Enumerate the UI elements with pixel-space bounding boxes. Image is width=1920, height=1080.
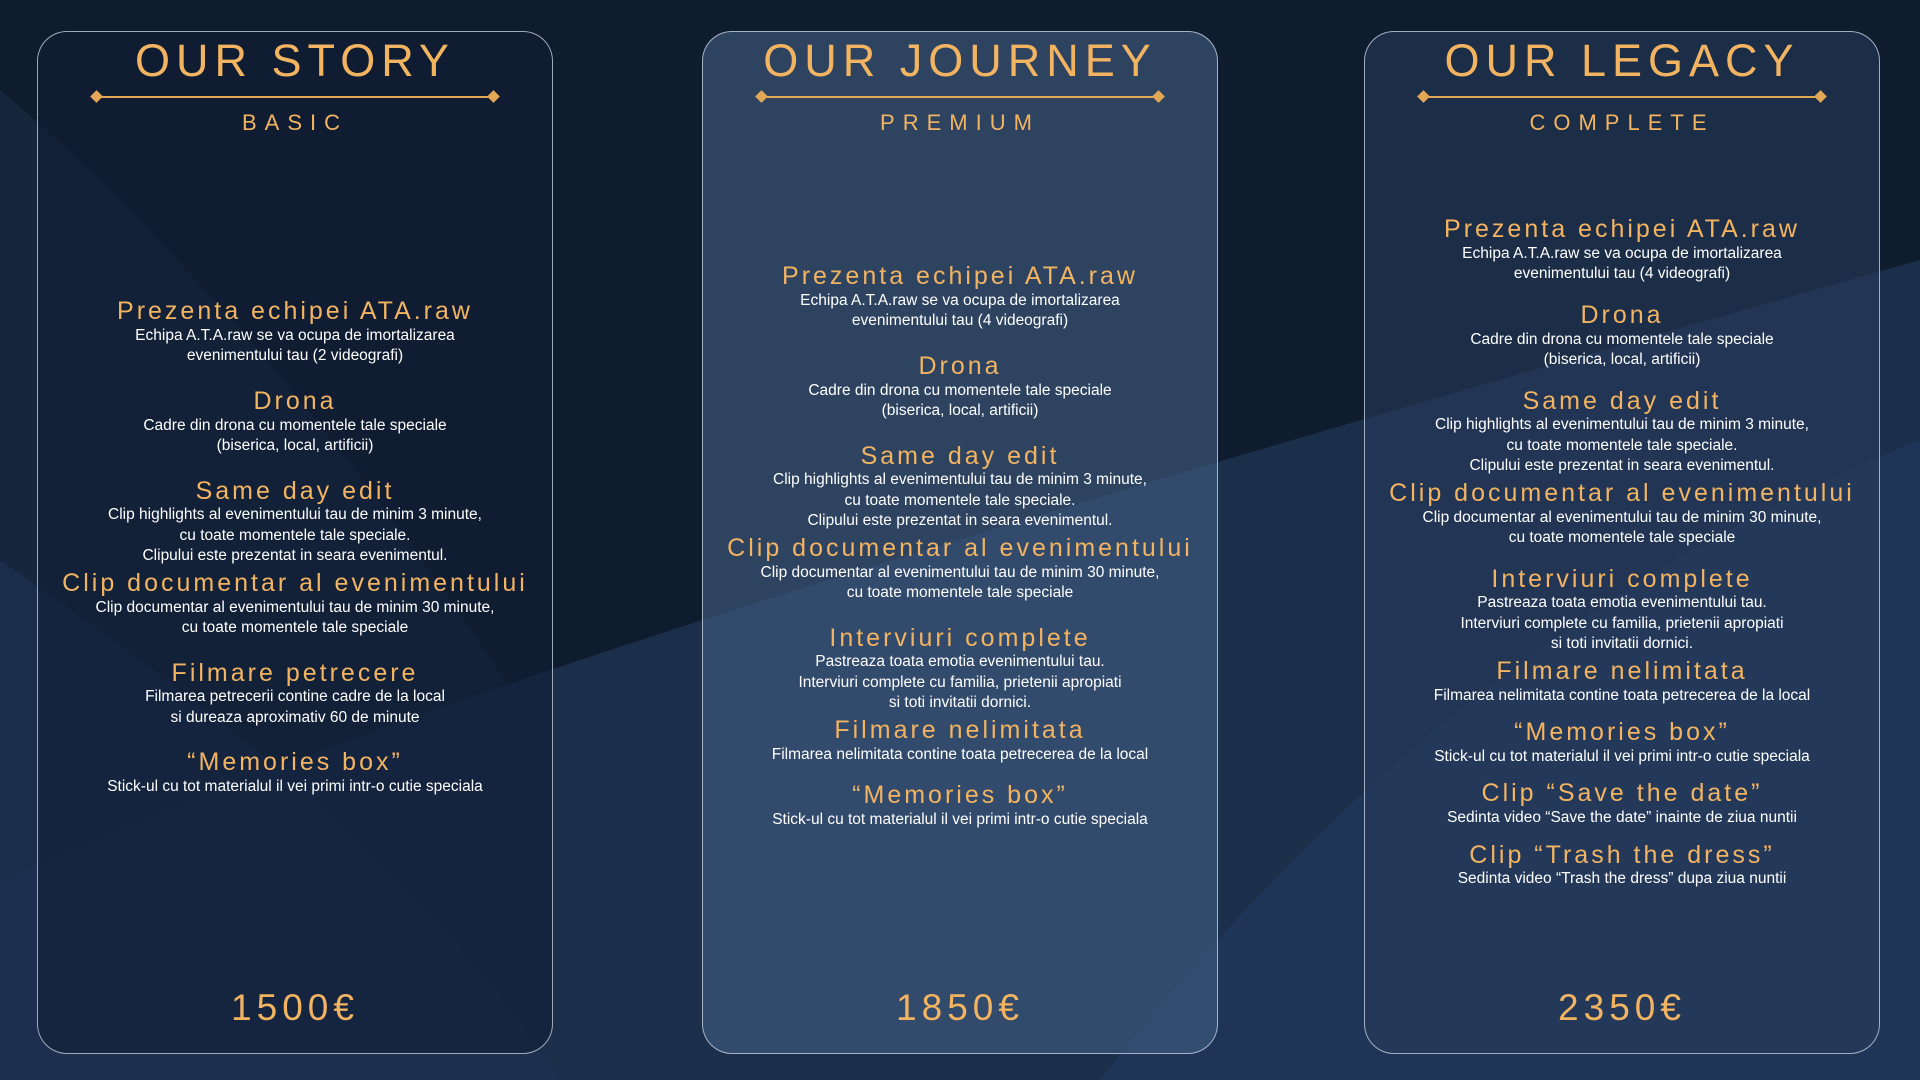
- feature-item: [38, 569, 552, 639]
- feature-item: [1365, 387, 1879, 477]
- feature-description: Sedinta video “Save the date” inainte de ziua nuntii: [1447, 809, 1797, 826]
- feature-title: “Memories box”: [1514, 718, 1730, 746]
- plan-subtitle: COMPLETE: [1529, 109, 1715, 135]
- feature-item: [1365, 841, 1879, 890]
- plan-subtitle: BASIC: [241, 109, 349, 135]
- feature-description: Pastreaza toata emotia evenimentului tau. Interviuri complete cu familia, prietenii apropiati si toti invitatii dornici.: [1460, 594, 1784, 653]
- feature-item: [1365, 215, 1879, 285]
- feature-description: Filmarea nelimitata contine toata petrecerea de la local: [771, 745, 1149, 763]
- feature-item: [1365, 479, 1879, 549]
- feature-item: [703, 534, 1217, 604]
- feature-description: Pastreaza toata emotia evenimentului tau. Interviuri complete cu familia, prietenii apropiati si toti invitatii dornici.: [798, 653, 1122, 712]
- feature-item: [38, 659, 552, 729]
- feature-description: Clip documentar al evenimentului tau de minim 30 minute, cu toate momentele tale speciale: [760, 563, 1160, 601]
- title-divider: [757, 90, 1163, 104]
- feature-list: [703, 262, 1217, 830]
- feature-list: [1365, 215, 1879, 890]
- feature-item: [38, 748, 552, 797]
- feature-list: [38, 297, 552, 798]
- feature-title: Clip “Trash the dress”: [1469, 840, 1775, 869]
- feature-title: “Memories box”: [187, 748, 403, 777]
- feature-item: [703, 262, 1217, 332]
- feature-item: [703, 442, 1217, 532]
- feature-item: [38, 387, 552, 457]
- feature-title: Interviuri complete: [1491, 564, 1753, 593]
- feature-item: [1365, 565, 1879, 655]
- title-divider: [1419, 90, 1825, 104]
- feature-title: Same day edit: [860, 441, 1060, 470]
- feature-title: “Memories box”: [852, 781, 1068, 809]
- feature-item: [703, 624, 1217, 714]
- feature-title: Drona: [918, 351, 1002, 380]
- feature-description: Cadre din drona cu momentele tale speciale (biserica, local, artificii): [143, 416, 447, 454]
- feature-title: Clip documentar al evenimentului: [1389, 478, 1855, 507]
- feature-description: Clip documentar al evenimentului tau de minim 30 minute, cu toate momentele tale speciale: [95, 598, 495, 636]
- feature-description: Clip highlights al evenimentului tau de minim 3 minute, cu toate momentele tale speciale. Clipului este prezentat in seara evenimentul.: [108, 506, 482, 565]
- feature-title: Same day edit: [1522, 386, 1722, 415]
- plan-card-complete: [1364, 31, 1880, 1054]
- feature-item: [1365, 301, 1879, 371]
- feature-description: Stick-ul cu tot materialul il vei primi intr-o cutie speciala: [772, 810, 1148, 828]
- plan-title: OUR LEGACY: [1444, 35, 1800, 86]
- plan-subtitle: PREMIUM: [880, 109, 1040, 135]
- feature-item: [38, 297, 552, 367]
- feature-description: Clip highlights al evenimentului tau de minim 3 minute, cu toate momentele tale speciale. Clipului este prezentat in seara evenimentul.: [1435, 416, 1809, 475]
- feature-title: Same day edit: [195, 476, 395, 505]
- feature-item: [38, 477, 552, 567]
- feature-title: Prezenta echipei ATA.raw: [117, 297, 473, 325]
- feature-title: Interviuri complete: [829, 623, 1091, 652]
- feature-title: Prezenta echipei ATA.raw: [782, 262, 1138, 290]
- feature-title: Drona: [253, 386, 337, 415]
- feature-title: Prezenta echipei ATA.raw: [1444, 215, 1800, 243]
- feature-title: Filmare petrecere: [171, 658, 419, 687]
- feature-title: Filmare nelimitata: [1496, 656, 1748, 685]
- feature-description: Echipa A.T.A.raw se va ocupa de imortalizarea evenimentului tau (4 videografi): [800, 291, 1120, 330]
- plan-title: OUR JOURNEY: [763, 35, 1157, 86]
- plan-price: 2350€: [1558, 987, 1686, 1028]
- feature-item: [1365, 779, 1879, 828]
- feature-item: [703, 352, 1217, 422]
- feature-description: Sedinta video “Trash the dress” dupa ziua nuntii: [1457, 870, 1787, 888]
- feature-item: [1365, 718, 1879, 767]
- feature-title: Filmare nelimitata: [834, 715, 1086, 744]
- feature-description: Stick-ul cu tot materialul il vei primi intr-o cutie speciala: [107, 778, 483, 795]
- feature-item: [703, 781, 1217, 830]
- plan-price: 1850€: [896, 987, 1024, 1028]
- feature-description: Clip documentar al evenimentului tau de minim 30 minute, cu toate momentele tale speciale: [1422, 508, 1822, 546]
- feature-description: Cadre din drona cu momentele tale speciale (biserica, local, artificii): [808, 381, 1112, 419]
- plan-price: 1500€: [231, 987, 359, 1028]
- feature-description: Echipa A.T.A.raw se va ocupa de imortalizarea evenimentului tau (2 videografi): [135, 326, 455, 365]
- feature-title: Clip documentar al evenimentului: [62, 568, 528, 597]
- title-divider: [92, 90, 498, 104]
- feature-description: Stick-ul cu tot materialul il vei primi intr-o cutie speciala: [1434, 747, 1810, 765]
- plan-title: OUR STORY: [135, 35, 455, 86]
- feature-description: Clip highlights al evenimentului tau de minim 3 minute, cu toate momentele tale speciale. Clipului este prezentat in seara evenimentul.: [773, 471, 1147, 530]
- feature-description: Cadre din drona cu momentele tale speciale (biserica, local, artificii): [1470, 330, 1774, 368]
- feature-item: [1365, 657, 1879, 706]
- feature-description: Filmarea nelimitata contine toata petrecerea de la local: [1433, 686, 1811, 704]
- feature-item: [703, 716, 1217, 765]
- feature-title: Drona: [1580, 300, 1664, 329]
- feature-description: Filmarea petrecerii contine cadre de la local si dureaza aproximativ 60 de minute: [145, 688, 445, 726]
- feature-description: Echipa A.T.A.raw se va ocupa de imortalizarea evenimentului tau (4 videografi): [1462, 244, 1782, 283]
- plan-card-premium: [702, 31, 1218, 1054]
- plan-card-basic: [37, 31, 553, 1054]
- feature-title: Clip “Save the date”: [1481, 779, 1763, 808]
- feature-title: Clip documentar al evenimentului: [727, 533, 1193, 562]
